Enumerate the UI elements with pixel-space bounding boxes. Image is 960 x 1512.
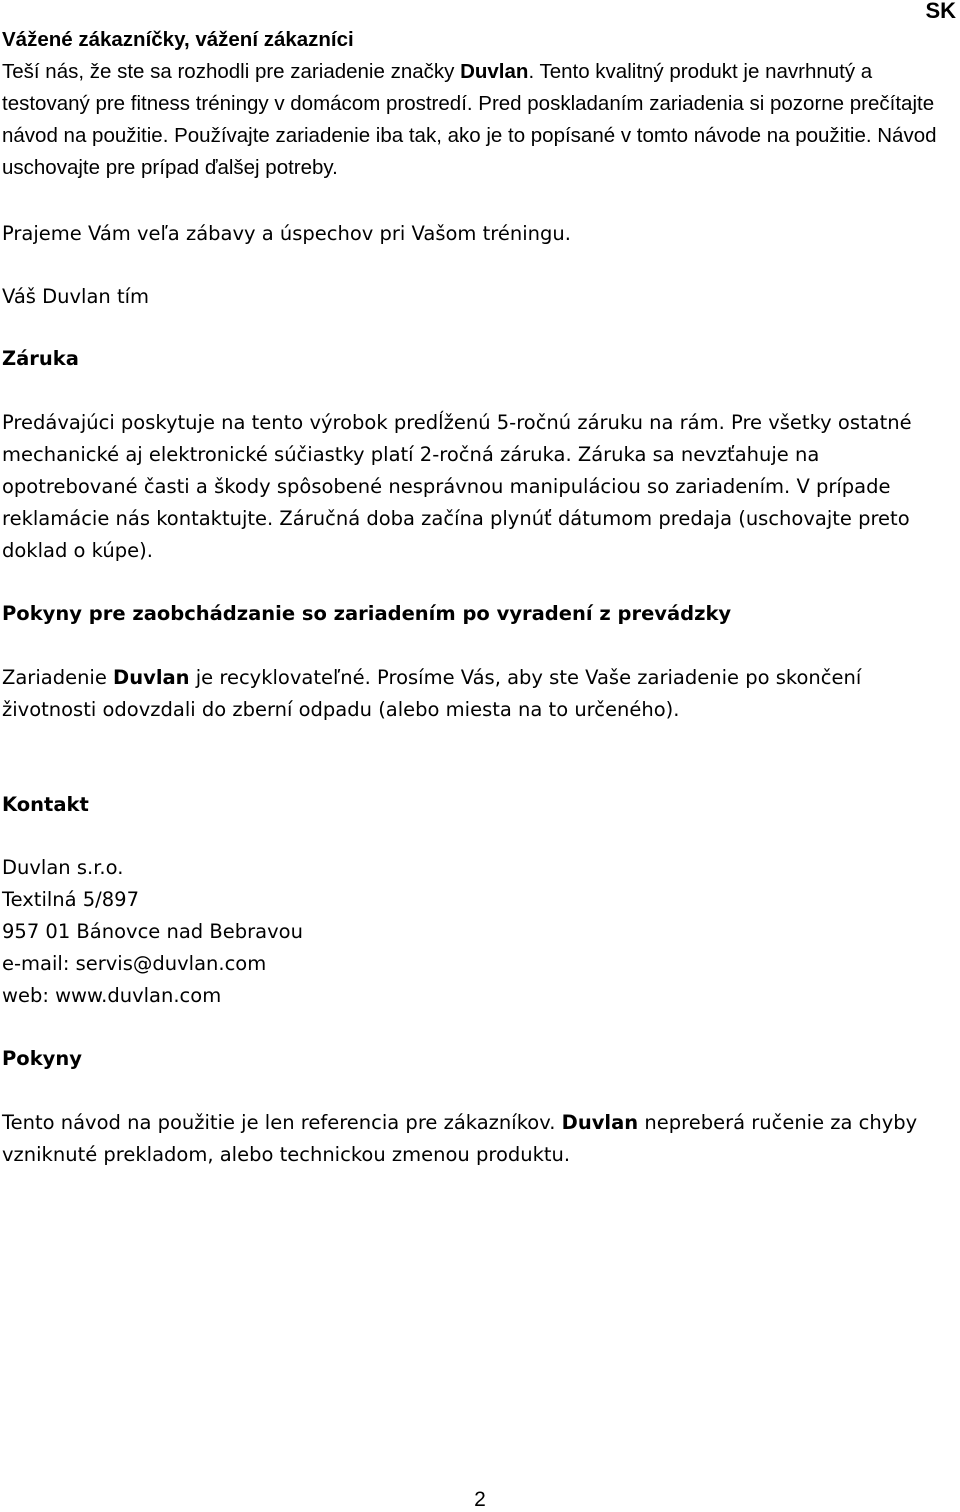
contact-street: Textilná 5/897 (2, 888, 139, 911)
signature-text: Váš Duvlan tím (2, 285, 150, 308)
signature-section (2, 281, 952, 313)
intro-text-end: . Tento kvalitný produkt je navrhnutý a testovaný pre fitness tréningy v domácom prostredí. Pred poskladaním zariadenia si pozorne prečítajte návod na použitie. Používajte zariadenie iba tak, ako je to popísané v tomto návode na použitie. Návod uschovajte pre prípad ďalšej potreby. (2, 60, 937, 179)
contact-company: Duvlan s.r.o. (2, 856, 124, 879)
contact-section (2, 852, 952, 1012)
wish-text: Prajeme Vám veľa zábavy a úspechov pri Vašom tréningu. (2, 222, 571, 245)
warranty-section (2, 407, 952, 567)
notes-text-end: nepreberá ručenie za chyby vzniknuté prekladom, alebo technickou zmenou produktu. (2, 1111, 918, 1166)
contact-city: 957 01 Bánovce nad Bebravou (2, 920, 303, 943)
warranty-title: Záruka (2, 347, 79, 370)
brand-name: Duvlan (113, 666, 190, 689)
contact-title: Kontakt (2, 793, 89, 816)
contact-title-section (2, 789, 952, 821)
notes-text (2, 1107, 952, 1171)
disposal-text-end: je recyklovateľné. Prosíme Vás, aby ste Vaše zariadenie po skončení životnosti odovzdali do zberní odpadu (alebo miesta na to určeného). (2, 666, 862, 721)
intro-section (2, 24, 952, 184)
language-code: SK (925, 0, 956, 23)
brand-name: Duvlan (460, 60, 529, 83)
disposal-text (2, 662, 952, 726)
contact-web: web: www.duvlan.com (2, 984, 222, 1007)
warranty-text: Predávajúci poskytuje na tento výrobok predĺženú 5-ročnú záruku na rám. Pre všetky ostatné mechanické aj elektronické súčiastky platí 2-ročná záruka. Záruka sa nevzťahuje na opotrebované časti a škody spôsobené nesprávnou manipuláciou so zariadením. V prípade reklamácie nás kontaktujte. Záručná doba začína plynúť dátumom predaja (uschovajte preto doklad o kúpe). (2, 411, 912, 562)
disposal-title-section (2, 598, 952, 630)
disposal-title: Pokyny pre zaobchádzanie so zariadením po vyradení z prevádzky (2, 602, 732, 625)
intro-paragraph (2, 56, 952, 184)
notes-section (2, 1107, 952, 1171)
notes-title-section (2, 1043, 952, 1075)
contact-email: e-mail: servis@duvlan.com (2, 952, 267, 975)
notes-text-start: Tento návod na použitie je len referencia pre zákazníkov. (2, 1111, 562, 1134)
greeting: Vážené zákazníčky, vážení zákazníci (2, 28, 354, 51)
disposal-text-start: Zariadenie (2, 666, 114, 689)
disposal-section (2, 662, 952, 726)
intro-text-start: Teší nás, že ste sa rozhodli pre zariadenie značky (2, 60, 461, 83)
notes-title: Pokyny (2, 1047, 82, 1070)
warranty-title-section (2, 343, 952, 375)
wish-section (2, 218, 952, 250)
page-number: 2 (474, 1488, 486, 1511)
brand-name: Duvlan (561, 1111, 639, 1134)
